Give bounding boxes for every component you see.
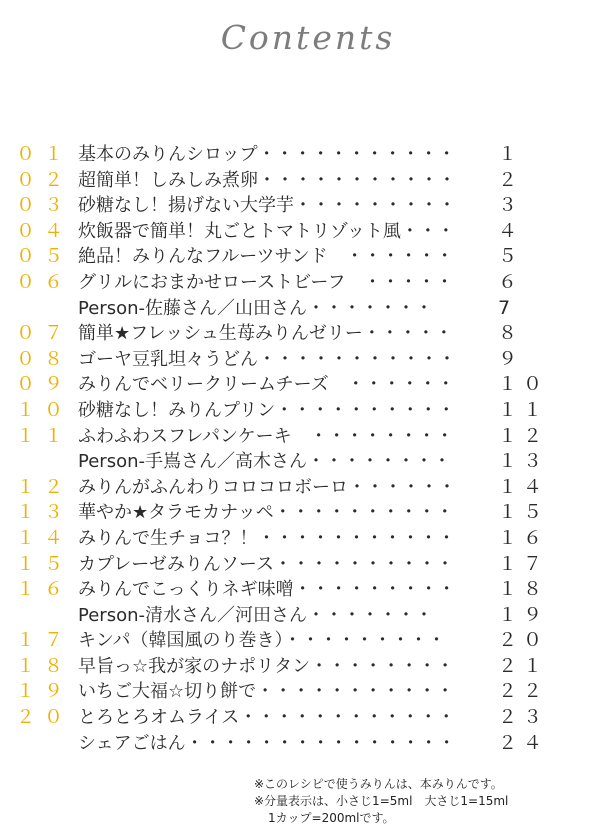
toc-entry-page: １２ (498, 424, 549, 447)
toc-entry-page: ２２ (498, 680, 549, 703)
toc-entry-page: ２ (498, 168, 524, 191)
toc-entry-title: ふわふわスフレパンケーキ ・・・・・・・・ (78, 425, 454, 447)
toc-entry-page: １７ (498, 552, 549, 575)
toc-entry[interactable] (0, 219, 616, 245)
toc-entry-page: ６ (498, 270, 524, 293)
toc-entry-page: １ (498, 143, 524, 165)
footnote-mirin: ※このレシピで使うみりんは、本みりんです。 (254, 777, 503, 791)
toc-entry[interactable] (0, 193, 616, 219)
toc-entry[interactable] (0, 424, 616, 450)
toc-entry-page: １６ (498, 526, 549, 549)
toc-entry-title: 早旨っ☆我が家のナポリタン・・・・・・・・ (78, 655, 455, 677)
toc-entry-title: 簡単★フレッシュ生苺みりんゼリー・・・・・ (78, 323, 453, 345)
page-title: Contents (220, 18, 396, 57)
toc-entry-page: ２４ (498, 731, 549, 754)
toc-entry-number: ０１ (16, 143, 73, 165)
table-of-contents (0, 142, 616, 756)
toc-entry-number: ０５ (16, 245, 73, 268)
toc-entry-title: Person-佐藤さん／山田さん・・・・・・・ (78, 297, 433, 319)
footnote-cup: 1カップ=200mlです。 (268, 811, 395, 825)
toc-entry[interactable] (0, 705, 616, 731)
toc-entry-number: １５ (16, 552, 73, 575)
toc-entry-page: ５ (498, 245, 524, 268)
toc-entry[interactable] (0, 526, 616, 552)
toc-entry-number: ０７ (16, 322, 73, 345)
toc-entry-title: グリルにおまかせローストビーフ ・・・・・ (78, 271, 454, 293)
toc-entry-number: １８ (16, 654, 73, 677)
toc-entry-page: ２０ (498, 629, 549, 652)
toc-entry-title: 基本のみりんシロップ・・・・・・・・・・・ (78, 144, 456, 165)
toc-entry-title: みりんがふんわりコロコロボーロ・・・・・・ (78, 476, 456, 498)
toc-entry-page: ９ (498, 347, 524, 370)
toc-entry-page: ２１ (498, 654, 549, 677)
footnotes (254, 776, 508, 827)
toc-entry-page: １５ (498, 501, 549, 524)
toc-entry-title: とろとろオムライス・・・・・・・・・・・・ (78, 707, 456, 729)
toc-entry-title: みりんで生チョコ？！・・・・・・・・・・・ (78, 527, 456, 549)
toc-entry[interactable] (0, 654, 616, 680)
toc-entry[interactable] (0, 731, 616, 757)
toc-entry-number: ２０ (16, 706, 73, 729)
toc-entry[interactable] (0, 398, 616, 424)
toc-entry-title: 絶品！みりんなフルーツサンド ・・・・・・ (78, 246, 454, 268)
toc-entry-number: １９ (16, 680, 73, 703)
toc-entry-number: １３ (16, 501, 73, 524)
toc-entry-page: １０ (498, 373, 549, 396)
toc-entry-title: キンパ（韓国風のり巻き）・・・・・・・・・ (78, 630, 446, 652)
toc-entry-number: １１ (16, 424, 73, 447)
toc-entry-title: ゴーヤ豆乳坦々うどん・・・・・・・・・・・ (78, 348, 456, 370)
toc-entry-number: ０６ (16, 270, 73, 293)
toc-entry[interactable] (0, 577, 616, 603)
toc-entry-title: 華やか★タラモカナッペ・・・・・・・・・・ (78, 502, 454, 524)
toc-entry[interactable] (0, 321, 616, 347)
toc-entry-number: １４ (16, 526, 73, 549)
toc-entry[interactable] (0, 603, 616, 629)
toc-entry-title: 砂糖なし！みりんプリン・・・・・・・・・・ (78, 399, 456, 421)
toc-entry[interactable] (0, 449, 616, 475)
toc-entry-page: ２３ (498, 706, 549, 729)
toc-entry-page: １８ (498, 578, 549, 601)
toc-entry-page: 7 (498, 296, 517, 319)
toc-entry-title: みりんでベリークリームチーズ ・・・・・・ (78, 374, 455, 396)
toc-entry-page: １１ (498, 398, 549, 421)
toc-entry-page: １９ (498, 603, 549, 626)
toc-entry-title: いちご大福☆切り餅で・・・・・・・・・・・ (78, 681, 455, 703)
toc-entry-page: ８ (498, 322, 524, 345)
toc-entry-title: 炊飯器で簡単！丸ごとトマトリゾット風・・・ (78, 220, 455, 242)
toc-entry[interactable] (0, 628, 616, 654)
toc-entry[interactable] (0, 475, 616, 501)
toc-entry-number: ０８ (16, 347, 73, 370)
toc-entry[interactable] (0, 347, 616, 373)
footnote-measurement: ※分量表示は、小さじ1=5ml 大さじ1=15ml (254, 794, 509, 808)
toc-entry-page: １３ (498, 450, 549, 473)
toc-entry[interactable] (0, 270, 616, 296)
toc-entry-page: ４ (498, 219, 524, 242)
toc-entry[interactable] (0, 552, 616, 578)
toc-entry-page: ３ (498, 194, 524, 217)
toc-entry-title: Person-清水さん／河田さん・・・・・・・ (78, 604, 433, 626)
toc-entry-number: ０３ (16, 194, 73, 217)
toc-entry[interactable] (0, 372, 616, 398)
toc-entry-title: 超簡単！しみしみ煮卵・・・・・・・・・・・ (78, 169, 456, 191)
toc-entry[interactable] (0, 296, 616, 322)
toc-entry-title: みりんでこっくりネギ味噌・・・・・・・・・ (78, 579, 456, 601)
toc-entry-number: １６ (16, 578, 73, 601)
toc-entry[interactable] (0, 500, 616, 526)
toc-entry[interactable] (0, 679, 616, 705)
toc-entry-title: Person-手嶌さん／高木さん・・・・・・・・ (78, 451, 451, 473)
toc-entry-title: カプレーゼみりんソース・・・・・・・・・・ (78, 553, 455, 575)
toc-entry-title: 砂糖なし！揚げない大学芋・・・・・・・・・ (78, 195, 456, 217)
toc-entry-number: １７ (16, 629, 73, 652)
toc-entry-number: １０ (16, 398, 73, 421)
toc-entry-number: ０９ (16, 373, 73, 396)
toc-entry[interactable] (0, 244, 616, 270)
toc-entry-number: １２ (16, 475, 73, 498)
toc-entry-title: シェアごはん・・・・・・・・・・・・・・・ (78, 732, 456, 754)
toc-entry[interactable] (0, 142, 616, 168)
toc-entry[interactable] (0, 168, 616, 194)
toc-entry-number: ０４ (16, 219, 73, 242)
toc-entry-page: １４ (498, 475, 549, 498)
toc-entry-number: ０２ (16, 168, 73, 191)
